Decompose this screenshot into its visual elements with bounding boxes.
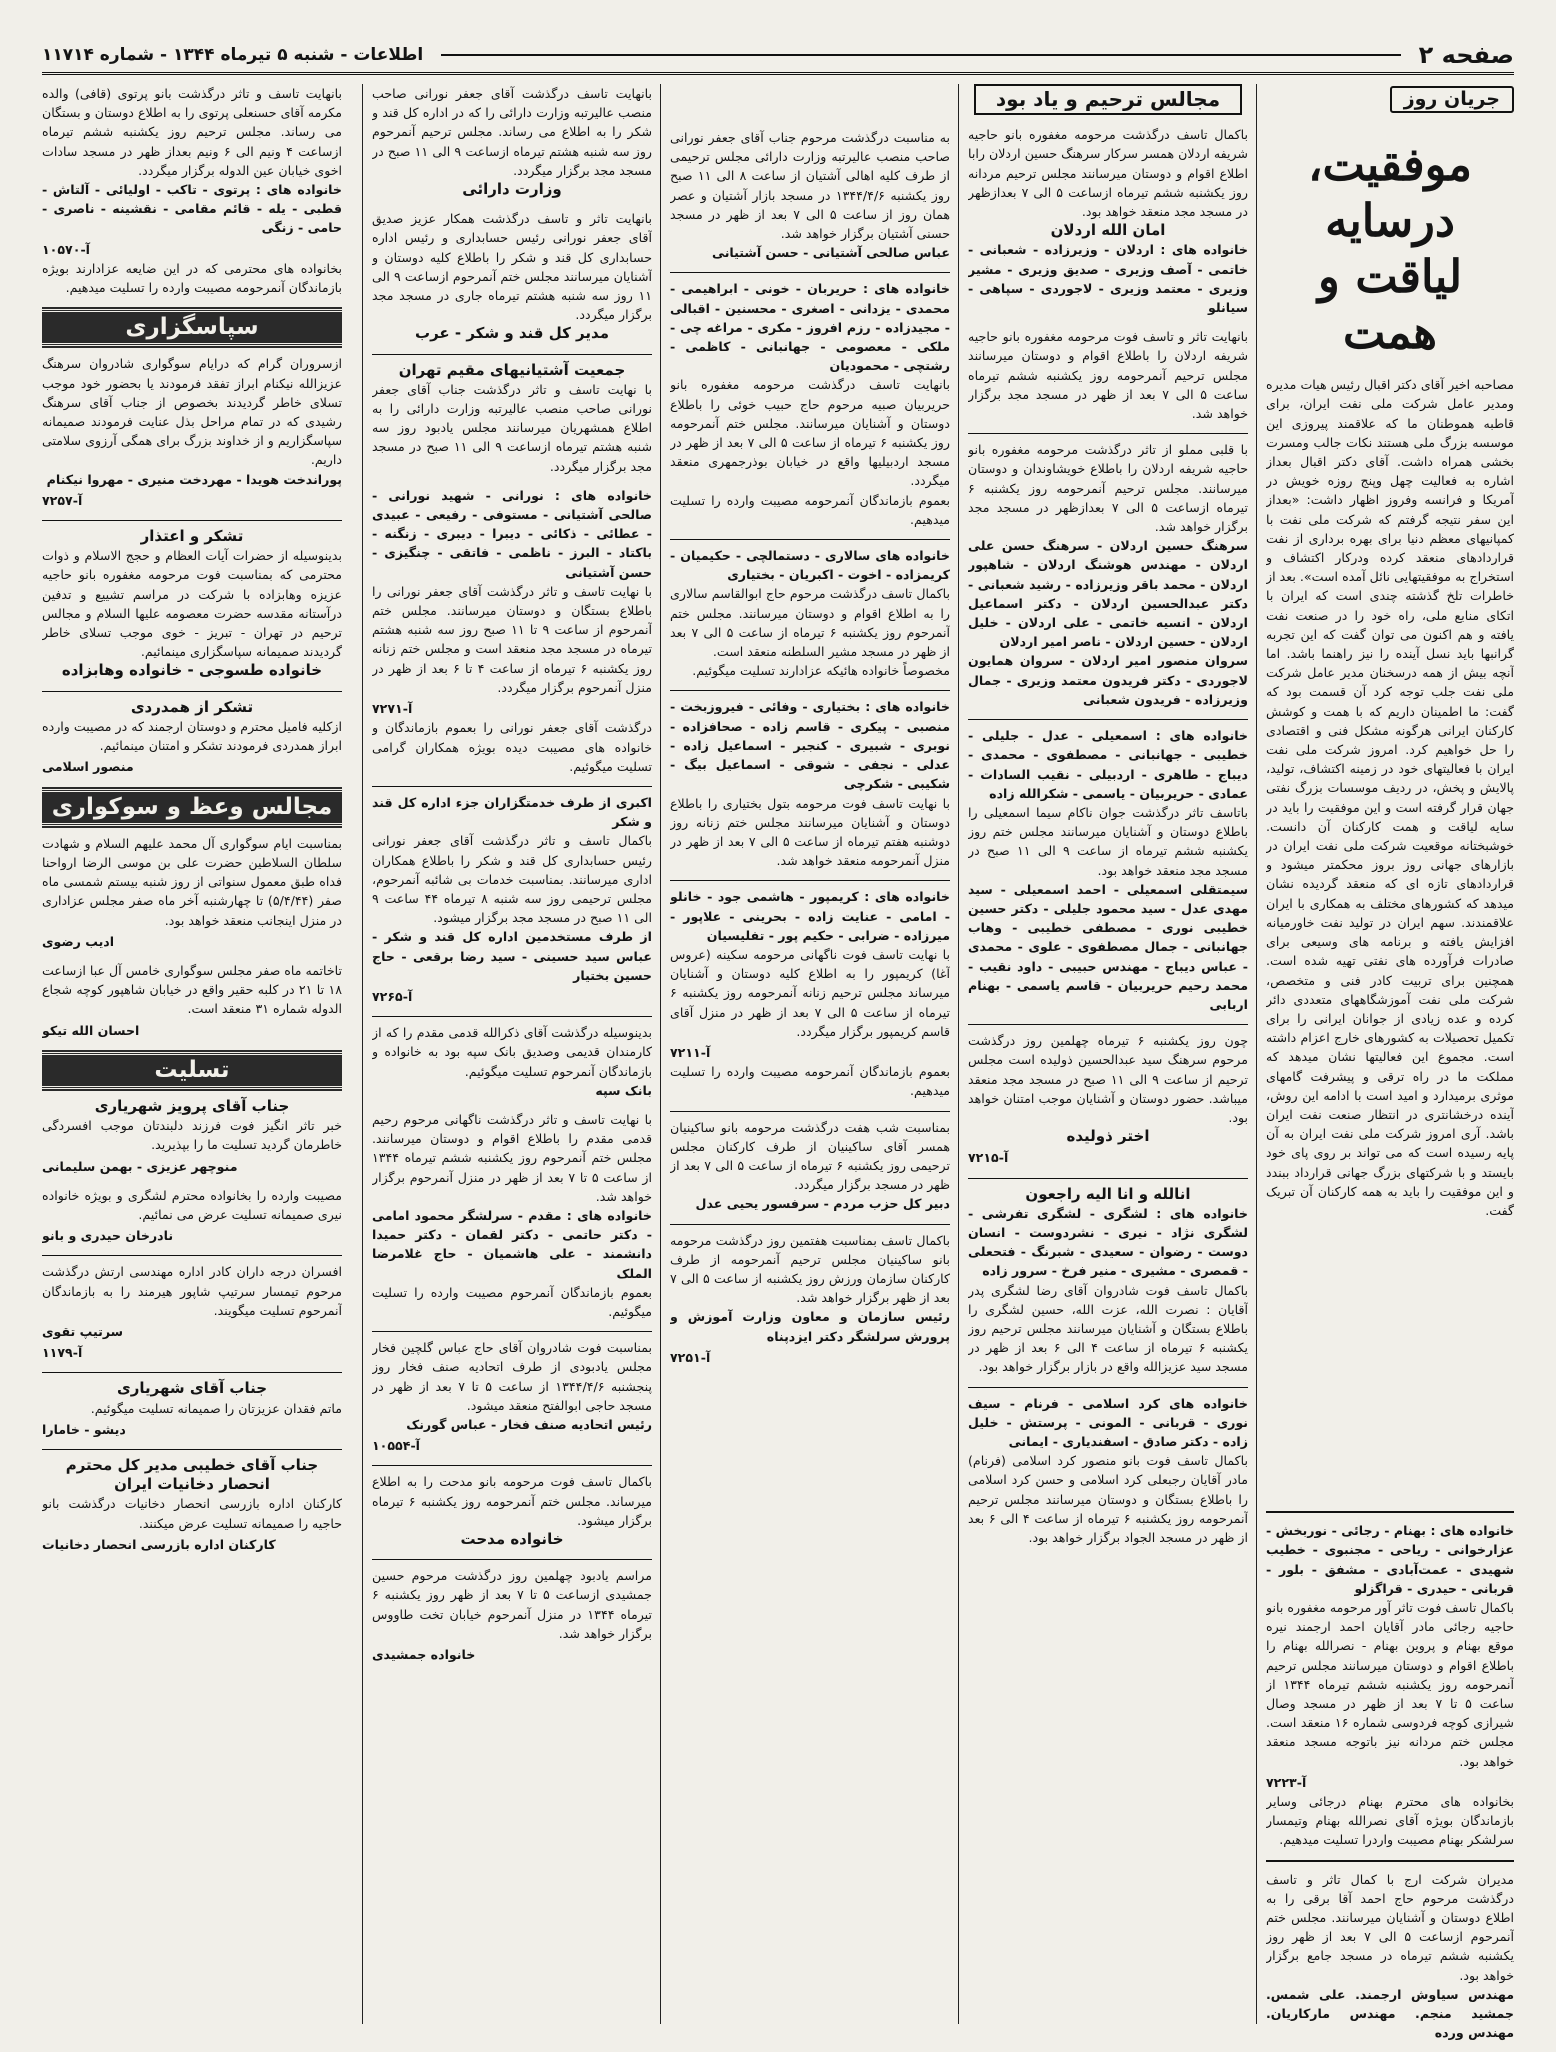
notice-title: اکبری از طرف خدمتگزاران جزء اداره کل قند و شکر [372, 794, 652, 830]
notice-text: بانهایت تاثر و تاسف درگذشت همکار عزیز صدیق آقای جعفر نورانی رئیس حسابداری و رئیس اداره حسابداری کل قند و شکر را باطلاع کلیه دوستان و آشنایان میرسانند مجلس ختم آنمرحوم ازساعت ۹ الی ۱۱ روز سه شنبه هشتم تیرماه جاری در مسجد مجد برگزار میگردد. [372, 211, 652, 323]
notice-text: ازسروران گرام که درایام سوگواری شادروان سرهنگ عزیزالله نیکنام ابراز تفقد فرمودند یا بحضور خود موجب تسلای خاطر گردیدند بخصوص از جناب آقای سرهنگ رشیدی که در تمام مراحل بذل عنایت فرمودند صمیمانه سپاسگزاریم و از خداوند بزرگ برای همگی آرزوی سلامتی داریم. [42, 356, 342, 468]
notice-code: آ-۷۲۶۵ [372, 988, 413, 1004]
divider [670, 272, 950, 273]
column-rule [362, 84, 363, 2024]
notice [372, 1338, 652, 1455]
notice-text: بمناسبت شب هفت درگذشت مرحومه بانو ساکینیان همسر آقای ساکینیان از طرف کارکنان مجلس ترحیمی روز یکشنبه ۶ تیرماه از ساعت ۵ الی ۷ بعد از ظهر در مسجد برگزار میگردد. [670, 1119, 950, 1193]
divider [968, 1178, 1248, 1179]
divider [42, 1372, 342, 1373]
notice [968, 1185, 1248, 1377]
notice-code: آ-۷۲۱۵ [968, 1150, 1009, 1166]
notice-signature: رئیس سازمان و معاون وزارت آموزش و پرورش سرلشگر دکتر ایزدپناه [670, 1309, 950, 1344]
notice-footer: مخصوصاً خانواده هائیکه عزادارند تسلیت میگوئیم. [692, 663, 950, 679]
notice-families: خانواده های : مقدم - سرلشگر محمود امامی - دکتر حاتمی - دکتر لقمان - دکتر حمیدا دانشمند - علی هاشمیان - حاج غلامرضا الملک [372, 1207, 652, 1281]
divider [670, 1111, 950, 1112]
notice [968, 1031, 1248, 1167]
notice [968, 726, 1248, 1014]
notice-signature: سروان منصور امیر اردلان - سروان همایون لاجوردی - دکتر فریدون معتمد وزیری - جمال وزیرزاده - فریدون شعبانی [968, 653, 1248, 707]
notice-text: ازکلیه فامیل محترم و دوستان ارجمند که در مصیبت وارده ابراز همدردی فرمودند تشکر و امتنان مینمائیم. [42, 718, 342, 754]
notice-signature: خانواده جمشیدی [372, 1647, 476, 1663]
notice-text: بدینوسیله درگذشت آقای ذکرالله قدمی مقدم را که از کارمندان قدیمی وصدیق بانک سپه بود به خانواده و بازماندگان آنمرحوم تسلیت میگوئیم. [372, 1025, 652, 1079]
notice-code: آ-۷۲۵۷ [42, 492, 83, 508]
notice-code: آ-۷۲۷۱ [372, 701, 413, 717]
notice-recipient: جناب آقای شهریاری [116, 1379, 268, 1398]
notice-title: جمعیت آشتیانیهای مقیم تهران [398, 360, 626, 379]
notice [372, 84, 652, 199]
divider [42, 1449, 342, 1450]
notice [670, 697, 950, 870]
notice-text: افسران درجه داران کادر اداره مهندسی ارتش درگذشت مرحوم تیمسار سرتیپ شاپور هیرمند را به بازماندگان آنمرحوم تسلیت میگویند. [42, 1264, 342, 1318]
notice-families: خانواده های : اسمعیلی - عدل - جلیلی - خطیبی - جهانبانی - مصطفوی - محمدی - دیباج - طاهری - اردبیلی - نقیب السادات - عمادی - حریربیان - یاسمی - شکرالله زاده [968, 728, 1248, 801]
notice-signature: از طرف مستخدمین اداره کل قند و شکر - عباس سید حسینی - سید رضا برقعی - حاج حسین بختیار [372, 929, 652, 983]
notice-text: باکمال تاسف درگذشت مرحوم حاج ابوالقاسم سالاری را به اطلاع اقوام و دوستان میرسانند. مجلس ختم آنمرحوم روز یکشنبه ۶ تیرماه از ساعت ۵ الی ۷ بعد از ظهر در مسجد مشیر السلطنه منعقد است. [670, 586, 950, 660]
column-5 [42, 84, 342, 1564]
divider [968, 433, 1248, 434]
notice-signature: سیمتقلی اسمعیلی - احمد اسمعیلی - سید مهدی عدل - سید محمود جلیلی - دکتر حسین خطیبی نوری - مصطفی خطیبی - وهاب جهانبانی - جمال مصطفوی - علوی - محمدی - عباس دیباج - مهندس حبیبی - داود نقیب - محمد رحیم حریربیان - قاسم یاسمی - بهنام اربابی [968, 881, 1248, 1012]
notice-text: بانهایت تاسف درگذشت مرحومه مغفوره بانو حریربیان صبیه مرحوم حاج حبیب خوئی را باطلاع دوستان و آشنایان میرسانند. مجلس ختم آنمرحومه روز یکشنبه ۶ تیرماه از ساعت ۵ الی ۷ بعد از ظهر در مسجد اردبیلیها واقع در خیابان بوذرجمهری منعقد میگردد. [670, 377, 950, 489]
notice [42, 1456, 342, 1554]
notice-text: باکمال تاسف فوت شادروان آقای رضا لشگری پدر آقایان : نصرت الله، عزت الله، حسین لشگری را باطلاع بستگان و آشنایان میرسانند مجلس ترحیم روز یکشنبه ۶ تیرماه از ساعت ۴ الی ۶ بعد از ظهر در مسجد سید عزیزالله واقع در بازار برگزار خواهد بود. [968, 1282, 1248, 1375]
notice-footer: بعموم بازماندگان آنمرحومه مصیبت وارده را تسلیت میدهیم. [670, 1064, 950, 1099]
divider [372, 786, 652, 787]
notice-signature: وزارت دارائی [462, 180, 562, 199]
divider [42, 520, 342, 521]
column-editorial [1266, 84, 1514, 2052]
notice-recipient: جناب آقای خطیبی مدیر کل محترم انحصار دخانیات ایران [65, 1455, 319, 1494]
notice-recipient: جناب آقای پرویز شهریاری [94, 1096, 290, 1115]
notice-code: آ-۷۲۵۱ [670, 1349, 711, 1365]
notice-families: خانواده های : کریمپور - هاشمی جود - خانلو - امامی - عنایت زاده - بحرینی - علاپور - میرزاده - ضرابی - حکیم پور - تفلیسیان [670, 889, 950, 943]
notice [42, 1186, 342, 1246]
issue-info: اطلاعات - شنبه ۵ تیرماه ۱۳۴۴ - شماره ۱۱۷۱۴ [42, 45, 424, 65]
newspaper-page [42, 38, 1514, 2041]
notice [670, 887, 950, 1100]
notice [968, 440, 1248, 709]
notice [42, 961, 342, 1040]
notice-text: بانهایت تاسف و تاثر درگذشت بانو پرتوی (قافی) والده مکرمه آقای حسنعلی پرتوی را به اطلاع دوستان و بستگان می رساند. مجلس ترحیم روز یکشنبه ششم تیرماه ازساعت ۴ ونیم الی ۶ ونیم بعداز ظهر در مسجد سادات اخوی خیابان عین الدوله برگزار میگردد. [42, 86, 342, 178]
notice-text: مراسم یادبود چهلمین روز درگذشت مرحوم حسین جمشیدی ازساعت ۵ تا ۷ بعد از ظهر روز یکشنبه ۶ تیرماه ۱۳۴۴ در منزل آنمرحوم خیابان تخت طاووس برگزار خواهد شد. [372, 1568, 652, 1641]
notice [968, 1394, 1248, 1548]
notice-text: باکمال تاسف فوت مرحومه بانو مدحت را به اطلاع میرساند. مجلس ختم آنمرحومه روز یکشنبه ۶ تیرماه برگزار میشود. [372, 1474, 652, 1528]
notice-text: چون روز یکشنبه ۶ تیرماه چهلمین روز درگذشت مرحوم سرهنگ سید عبدالحسین ذولیده است مجلس ترحیم از ساعت ۹ الی ۱۱ صبح در مسجد مجد منعقد میباشد. حضور دوستان و آشنایان موجب امتنان خواهد بود. [968, 1033, 1248, 1125]
notice [372, 486, 652, 776]
notice-code: آ-۱۰۵۷۰ [42, 241, 90, 257]
notice-signature: بانک سپه [595, 1082, 652, 1098]
notice [372, 209, 652, 343]
notice-signature: خانواده طسوجی - خانواده وهابزاده [61, 661, 323, 680]
notice-signature: نادرخان حیدری و بانو [42, 1228, 174, 1244]
notice-text: بمناسبت ایام سوگواری آل محمد علیهم السلام و شهادت سلطان السلاطین حضرت علی بن موسی الرضا ارواحنا فداه طبق معمول سنواتی از روز شنبه بیستم شمسی ماه صفر (۵/۴/۴۴) تا چهارشنبه آخر ماه صفر مجلس عزاداری در منزل اینجانب منعقد خواهد بود. [42, 835, 342, 928]
notice [372, 361, 652, 476]
divider [1266, 1511, 1514, 1513]
divider [42, 691, 342, 692]
section-title: مجالس ترحیم و یاد بود [974, 84, 1242, 115]
notice-text: باکمال تاسف فوت تاثر آور مرحومه مغفوره بانو حاجیه رجائی مادر آقایان احمد ارجمند نیره موقع بهنام و پروین بهنام - نصرالله بهنام را باطلاع اقوام و دوستان میرسانند مجلس ترحیم آنمرحومه روز یکشنبه ششم تیرماه ۱۳۴۴ از ساعت ۵ تا ۷ بعد از ظهر در مسجد وصال شیرازی کوچه فردوسی شماره ۱۶ منعقد است. مجلس ختم مردانه نیز باتوجه مسجد منعقد خواهد بود. [1266, 1600, 1514, 1769]
notice-signature: منصور اسلامی [42, 759, 134, 775]
notice-signature: رئیس اتحادیه صنف فخار - عباس گورنک [406, 1417, 652, 1432]
notice-text: تاخاتمه ماه صفر مجلس سوگواری خامس آل عبا ازساعت ۱۸ تا ۲۱ در کلبه حقیر واقع در خیابان شاهپور کوچه شجاع الدوله شماره ۳۱ منعقد است. [42, 962, 342, 1017]
divider [1266, 1860, 1514, 1862]
notice [968, 327, 1248, 423]
notice [670, 546, 950, 680]
notice [42, 1097, 342, 1176]
notice-text: مدیران شرکت ارج با کمال تاثر و تاسف درگذشت مرحوم حاج احمد آقا برقی را به اطلاع دوستان و آشنایان میرسانند. مجلس ختم آنمرحوم ازساعت ۵ الی ۷ بعد از ظهر روز یکشنبه ششم تیرماه در مسجد جامع برگزار خواهد بود. [1266, 1871, 1514, 1983]
notice-text: بدینوسیله از حضرات آیات العظام و حجج الاسلام و ذوات محترمی که بمناسبت فوت مرحومه مغفوره بانو حاجیه عزیزه وهابزاده با شرکت در مراسم تشییع و تدفین درآستانه مقدسه حضرت معصومه علیها السلام و مجالس ترحیم در تهران - تبریز - خوی موجب تسلای خاطر گردیدند صمیمانه سپاسگزاری مینمائیم. [42, 548, 342, 660]
notice-signature: مهندس سیاوش ارجمند. علی شمس. جمشید منجم. مهندس مارکاریان. مهندس ورده [1266, 1986, 1514, 2041]
section-title: مجالس وعظ و سوکواری [42, 789, 342, 826]
notice-signature: پوراندخت هویدا - مهردخت منیری - مهروا نیکنام [46, 471, 342, 487]
divider [968, 719, 1248, 720]
notice-text: به مناسبت درگذشت مرحوم جناب آقای جعفر نورانی صاحب منصب عالیرتبه وزارت دارائی مجلس ترحیمی از طرف کلیه اهالی آشتیان از ساعت ۸ الی ۱۱ صبح روز یکشنبه ۱۳۴۴/۴/۶ در مسجد بازار آشتیان و عصر همان روز از ساعت ۵ الی ۷ بعد از ظهر در مسجد حسنی آشتیان برگزار خواهد شد. [670, 130, 950, 242]
notice-text: باکمال تاسف فوت بانو منصور کرد اسلامی (فرنام) مادر آقایان رجبعلی کرد اسلامی و حسن کرد اسلامی را باطلاع بستگان و دوستان میرسانند مجلس ترحیم آنمرحومه روز یکشنبه ۶ تیرماه از ساعت ۴ الی ۶ بعد از ظهر در مسجد الجواد برگزار خواهد بود. [968, 1453, 1248, 1546]
divider [670, 1224, 950, 1225]
notice-signature: سرتیپ تقوی [42, 1323, 124, 1339]
notice-signature: مدیر کل قند و شکر - عرب [415, 324, 609, 343]
notice-families: خانواده های سالاری - دستمالچی - حکیمیان - کریمزاده - اخوت - اکبریان - بختیاری [670, 548, 950, 583]
notice-text: باکمال تاسف بمناسبت هفتمین روز درگذشت مرحومه بانو ساکینیان مجلس ترحیم آنمرحومه از طرف کارکنان سازمان ورزش روز یکشنبه از ساعت ۵ الی ۷ بعد از ظهر برگزار خواهد شد. [670, 1232, 950, 1306]
notice [42, 1379, 342, 1439]
notice-title: انالله و انا الیه راجعون [1025, 1184, 1191, 1203]
notice-families: خانواده های : اردلان - وزیرزاده - شعبانی - خاتمی - آصف وزیری - صدیق وزیری - مشیر وزیری - معتمد وزیری - لاجوردی - سپاهی - سیانلو [968, 242, 1248, 316]
notice-families: خانواده های کرد اسلامی - فرنام - سیف نوری - قربانی - المونی - پرستش - خلیل زاده - دکتر صادق - اسفندیاری - ایمانی [968, 1395, 1248, 1449]
notice-families: خانواده های : نورانی - شهید نورانی - صالحی آشتیانی - مستوفی - رفیعی - عبیدی - عطائی - ذکائی - دیبرا - دیبری - زنگنه - باکتاد - البرز - ناظمی - فاتقی - چنگیزی - حسن آشتیانی [372, 487, 652, 580]
notice-title: تشکر و اعتذار [140, 527, 244, 546]
notice-text: با قلبی مملو از تاثر درگذشت مرحومه مغفوره بانو حاجیه شریفه اردلان را باطلاع خویشاوندان و دوستان میرسانند. مجلس ترحیم آنمرحومه روز یکشنبه ۶ تیرماه ازساعت ۵ الی ۷ بعدازظهر در مسجد مجد برگزار خواهد شد. [968, 442, 1248, 535]
notice-text: بانهایت تاسف درگذشت آقای جعفر نورانی صاحب منصب عالیرتبه وزارت دارائی را که در اداره کل قند و شکر را به اطلاع می رساند. مجلس ترحیم آنمرحوم روز سه شنبه هشتم تیرماه ازساعت ۹ الی ۱۱ صبح در مسجد مجد برگزار میگردد. [372, 86, 652, 178]
divider [968, 1387, 1248, 1388]
notice-text: با نهایت تاسف و تاثر درگذشت جناب آقای جعفر نورانی صاحب منصب عالیرتبه وزارت دارائی را به اطلاع همشهریان میرسانند مجلس یادبود روز سه شنبه هشتم تیرماه ازساعت ۹ الی ۱۱ صبح در مسجد مجد برگزار میگردد. [372, 381, 652, 474]
notice [670, 1231, 950, 1367]
notice [42, 84, 342, 297]
notice-footer: بعموم بازماندگان آنمرحوم مصیبت وارده را تسلیت میگوئیم. [372, 1284, 652, 1319]
notice-title: تشکر از همدردی [130, 697, 254, 716]
section-title: تسلیت [42, 1052, 342, 1089]
page-number: صفحه ۲ [1418, 41, 1514, 69]
notice-signature: خانواده مدحت [460, 1530, 564, 1549]
notice-text: کارکنان اداره بازرسی انحصار دخانیات درگذشت بانو حاجیه را صمیمانه تسلیت عرض میکنند. [42, 1496, 342, 1531]
divider [968, 1024, 1248, 1025]
notice [372, 1023, 652, 1100]
notice-text: با نهایت تاسف و تاثر درگذشت آقای جعفر نورانی را باطلاع بستگان و دوستان میرسانند. مجلس ختم آنمرحوم از ساعت ۹ تا ۱۱ صبح روز سه شنبه هشتم تیرماه در مسجد مجد منعقد است و مجلس ختم زنانه روز یکشنبه ۶ تیرماه از ساعت ۴ تا ۶ بعد از ظهر در منزل آنمرحوم برگزار میگردد. [372, 583, 652, 695]
column-3 [670, 84, 950, 1377]
notice [372, 793, 652, 1006]
notice-signature: احسان الله تیکو [42, 1022, 140, 1038]
notice [968, 125, 1248, 317]
notice-code: آ-۷۲۲۳ [1266, 1774, 1307, 1790]
notice-code: آ-۷۲۱۱ [670, 1044, 711, 1060]
divider [372, 354, 652, 355]
column-4 [372, 84, 652, 1674]
masthead [42, 38, 1514, 75]
divider [42, 1255, 342, 1256]
notice-signature: امان الله اردلان [1050, 221, 1166, 240]
notice [372, 1472, 652, 1549]
notice-text: باکمال تاسف و تاثر درگذشت آقای جعفر نورانی رئیس حسابداری کل قند و شکر را باطلاع همکاران اداری میرسانند. بمناسبت خدمات بی شائبه آنمرحوم، مجلس ترحیمی روز سه شنبه ۸ تیرماه ۴۴ ساعت ۹ الی ۱۱ صبح در مسجد مجد برگزار میشود. [372, 833, 652, 926]
notice [372, 1566, 652, 1664]
notice-text: بانهایت تاثر و تاسف فوت مرحومه مغفوره بانو حاجیه شریفه اردلان را باطلاع اقوام و دوستان میرسانند مجلس ترحیم آنمرحومه روز یکشنبه ششم تیرماه ساعت ۵ الی ۷ بعد از ظهر در مسجد مجد برگزار خواهد شد. [968, 329, 1248, 422]
notice-footer: بخانواده های محترم بهنام درجائی وسایر بازماندگان بویژه آقای نصرالله بهنام وتیمسار سرلشکر بهنام مصیبت واردرا تسلیت میدهیم. [1266, 1794, 1514, 1848]
divider [670, 880, 950, 881]
notice-text: باتاسف تاثر درگذشت جوان ناکام سیما اسمعیلی را باطلاع دوستان و آشنایان میرسانند مجلس ختم روز یکشنبه ششم تیرماه از ساعت ۹ الی ۱۱ صبح در مسجد مجد منعقد خواهد بود. [968, 804, 1248, 878]
divider [372, 1016, 652, 1017]
notice [670, 128, 950, 262]
notice-text: بمناسبت فوت شادروان آقای حاج عباس گلچین فخار مجلس یادبودی از طرف اتحادیه صنف فخار روز پنجشنبه ۱۳۴۴/۴/۶ از ساعت ۵ تا ۷ بعد از ظهر در مسجد حاجی ابوالفتح منعقد میشود. [372, 1340, 652, 1413]
notice-families: خانواده های : بهنام - رجائی - نوربخش - عزارخوانی - ریاحی - مجنبوی - خطیب شهیدی - عمت‌آبادی - مشفق - بلور - قربانی - حیدری - قراگزلو [1266, 1523, 1514, 1596]
notice-signature: دبیر کل حزب مردم - سرفسور یحیی عدل [695, 1196, 950, 1212]
notice-text: با نهایت تاسف و تاثر درگذشت ناگهانی مرحوم رحیم قدمی مقدم را باطلاع اقوام و دوستان میرسانند. مجلس ختم آنمرحوم روز یکشنبه ششم تیرماه ۱۳۴۴ از ساعت ۵ تا ۷ بعد از ظهر در منزل آنمرحوم برگزار خواهد شد. [372, 1111, 652, 1204]
notice-families: خانواده های : پرتوی - تاکب - اولیائی - آلتاش - قطبی - یله - قائم مقامی - نقشینه - ناصری - حامی - زنگی [42, 182, 342, 236]
notice-signature: دیشو - خامارا [42, 1421, 126, 1437]
notice-footer: بخانواده های محترمی که در این ضایعه عزادارند بویژه بازماندگان آنمرحومه مصیبت وارده را تسلیت میدهیم. [42, 260, 342, 296]
column-rule [660, 84, 661, 2024]
notice-arj [1266, 1870, 1514, 2043]
divider [372, 1465, 652, 1466]
divider [372, 1331, 652, 1332]
notice-code: آ-۱۱۷۹ [42, 1345, 83, 1361]
notice-signature: ادیب رضوی [42, 933, 115, 949]
notice-text: با نهایت تاسف فوت مرحومه بتول بختیاری را باطلاع دوستان و آشنایان میرسانند مجلس ختم زنانه روز دوشنبه هفتم تیرماه از ساعت ۵ الی ۷ بعد از ظهر در منزل آنمرحومه منعقد خواهد شد. [670, 795, 950, 869]
notice-signature: اختر ذولیده [1066, 1127, 1150, 1146]
section-title: سپاسگزاری [42, 309, 342, 346]
notice-footer: بعموم بازماندگان آنمرحومه مصیبت وارده را تسلیت میدهیم. [670, 492, 950, 527]
notice-footer: درگذشت آقای جعفر نورانی را بعموم بازماندگان و خانواده های مصیبت دیده بویژه همکاران گرامی تسلیت میگوئیم. [372, 720, 652, 774]
notice [670, 279, 950, 529]
editorial-body: مصاحبه اخیر آقای دکتر اقبال رئیس هیات مدیره ومدیر عامل شرکت ملی نفت ایران، برای قاطبه هموطنان ما که علاقمند پیروزی این موسسه بزرگ ملی هستند نکات جالب ومسرت بخشی همراه داشت. آقای دکتر اقبال بعداز اشاره به فعالیت چهل وپنج روزه خویش در آمریکا و فرانسه وفروز اظهار داشت: «بعداز این سفر نتیجه گرفتم که شرکت ملی نفت با کمپانیهای معظم دنیا برای بهره برداری از نفت قراردادهای منعقد کرده ودرکار اکتشاف و استخراج به موفقیتهایی نائل آمده است». بعد از خاطرات تلخ گذشته چندی است که ایران با اتکای منابع ملی، راه خود را در صنعت نفت یافته و هم اکنون می توان گفت که این تجربه گرانبها باید نسل آینده را نیز راهنما باشد. اما آنچه بیش از همه درسخنان مدیر عامل شرکت ملی نفت جلب توجه کرد آن قسمت بود که گفت: ما اطمینان داریم که با همت و کوشش کارکنان ایرانی هرگونه مشکل فنی و اقتصادی را حل خواهیم کرد. امروز شرکت ملی نفت ایران با فعالیتهای خود در زمینه اکتشاف، تولید، پالایش و پخش، در ردیف موسسات بزرگ نفتی جهان قرار گرفته است و این موفقیت را باید در سایه لیاقت و همت کارکنان آن دانست. خوشبختانه موقعیت شرکت ملی نفت ایران در بازارهای جهانی روز بروز محکمتر میشود و قراردادهای تازه ای که منعقد گردیده نشان میدهد که کشورهای مختلف به همکاری با ایران علاقمندند. سهم ایران در تولید نفت خاورمیانه افزایش یافته و برنامه های وسیعی برای صادرات فرآورده های نفتی تهیه شده است. همچنین برای تربیت کادر فنی و متخصص، شرکت ملی نفت آموزشگاههای متعددی دائر کرده و عده زیادی از جوانان ایرانی را برای تکمیل تحصیلات به کشورهای خارج اعزام داشته است. مجموع این فعالیتها نشان میدهد که مملکت ما در راه ترقی و پیشرفت گامهای موثری برمیدارد و امید است با ادامه این روش، آینده درخشانتری در انتظار صنعت نفت ایران باشد. آری امروز شرکت ملی نفت ایران به آن پایه رسیده است که می تواند بر روی پای خود بایستد و با شرکتهای بزرگ جهانی قرارداد ببندد و این موفقیت را باید به همه کارکنان آن تبریک گفت. [1266, 377, 1514, 1218]
notice-text: باکمال تاسف درگذشت مرحومه مغفوره بانو حاجیه شریفه اردلان همسر سرکار سرهنگ حسین اردلان رابا اطلاع اقوام و دوستان میرسانند مجلس ترحیم مردانه روز یکشنبه ششم تیرماه ازساعت ۵ الی ۷ بعدازظهر در مسجد مجد منعقد خواهد بود. [968, 127, 1248, 220]
notice-text: مصیبت وارده را بخانواده محترم لشگری و بویژه خانواده نیری صمیمانه تسلیت عرض می نمائیم. [42, 1187, 342, 1222]
notice [42, 698, 342, 777]
notice [42, 354, 342, 510]
masthead-rule [441, 54, 1401, 56]
column-rule [958, 84, 959, 2024]
notice-code: آ-۱۰۵۵۴ [372, 1438, 420, 1454]
editorial-headline: موفقیت، درسایه لیاقت و همت [1308, 138, 1472, 360]
notice-families: خانواده های : لشگری - لشگری تفرشی - لشگری نژاد - نیری - نشردوست - انسان دوست - رضوان - سعیدی - شبرنگ - فتحعلی - قمصری - مشیری - منیر فرخ - سرور زاده [968, 1205, 1248, 1279]
notice-text: ماتم فقدان عزیزتان را صمیمانه تسلیت میگوئیم. [90, 1400, 342, 1416]
notice-signature: کارکنان اداره بازرسی انحصار دخانیات [42, 1536, 276, 1552]
notice [372, 1110, 652, 1321]
notice-signature: عباس صالحی آشتیانی - حسن آشتیانی [711, 245, 950, 261]
notice [670, 1118, 950, 1214]
notice-text: خبر تاثر انگیز فوت فرزند دلبندتان موجب افسردگی خاطرمان گردید تسلیت ما را بپذیرید. [42, 1118, 342, 1153]
notice-text: با نهایت تاسف فوت ناگهانی مرحومه سکینه (عروس آغا) کریمپور را به اطلاع کلیه دوستان و آشنایان میرساند مجلس ترحیم زنانه آنمرحومه روز یکشنبه ۶ تیرماه از ساعت ۵ الی ۷ بعد از ظهر در منزل آقای قاسم کریمپور برگزار میگردد. [670, 946, 950, 1039]
column-2 [968, 84, 1248, 1557]
notice-signature: سرهنگ حسین اردلان - سرهنگ حسن علی اردلان - مهندس هوشنگ اردلان - شاهپور اردلان - محمد باقر وزیرزاده - رشید شعبانی - دکتر عبدالحسین اردلان - دکتر اسماعیل اردلان - انسیه خاتمی - علی اردلان - خلیل اردلان - حسین اردلان - ناصر امیر اردلان [968, 538, 1248, 650]
column-rule [1256, 84, 1257, 2024]
notice-bahnam [1266, 1521, 1514, 1849]
divider [670, 539, 950, 540]
divider [670, 690, 950, 691]
notice [42, 527, 342, 681]
notice [42, 1262, 342, 1362]
notice-families: خانواده های : حریربان - خونی - ابراهیمی - محمدی - یزدانی - اصغری - محسنین - اقبالی - مجیدزاده - رزم افروز - مکری - مراغه چی - ملکی - معصومی - جهانبانی - کاظمی - رشتچی - محمودیان [670, 281, 950, 374]
section-label: جریان روز [1390, 86, 1514, 113]
notice-families: خانواده های : بختیاری - وفائی - فیروزبخت - منصبی - پیکری - قاسم زاده - صحافزاده - نوبری - شبیری - کنجبر - اسماعیل زاده - عدلی - نجفی - شوقی - اسماعیل بیگ - شکیبی - شکرچی [670, 699, 950, 792]
notice [42, 834, 342, 951]
divider [372, 1559, 652, 1560]
notice-signature: منوچهر عزیزی - بهمن سلیمانی [42, 1158, 238, 1174]
